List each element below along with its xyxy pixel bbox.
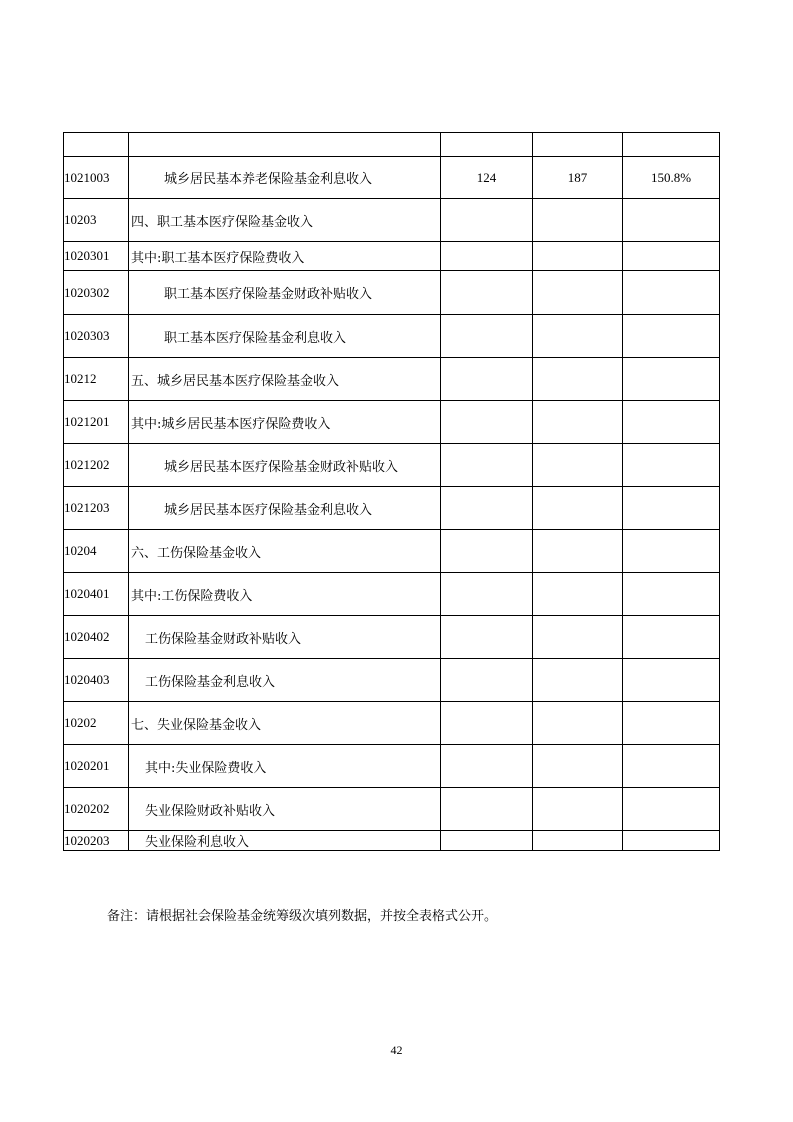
value2-cell: [533, 616, 623, 659]
value2-cell: [533, 530, 623, 573]
code-cell: 1021202: [64, 444, 129, 487]
value2-cell: [533, 444, 623, 487]
table-row: [64, 487, 720, 530]
code-cell: 1021203: [64, 487, 129, 530]
value3-cell: [623, 271, 720, 315]
value3-cell: [623, 358, 720, 401]
item-name-cell: 职工基本医疗保险基金财政补贴收入: [129, 271, 441, 315]
item-name-cell: 城乡居民基本养老保险基金利息收入: [129, 157, 441, 199]
code-cell: 10204: [64, 530, 129, 573]
footnote: 备注：请根据社会保险基金统筹级次填列数据，并按全表格式公开。: [107, 909, 498, 924]
code-cell: 1020402: [64, 616, 129, 659]
value3-cell: [623, 573, 720, 616]
table-row: [64, 788, 720, 831]
item-name-cell: 七、失业保险基金收入: [129, 702, 441, 745]
table-row: [64, 745, 720, 788]
code-cell: 1020401: [64, 573, 129, 616]
header-col2-cell: [533, 133, 623, 157]
value1-cell: [441, 788, 533, 831]
table-row: [64, 315, 720, 358]
value3-cell: [623, 702, 720, 745]
value3-cell: [623, 315, 720, 358]
code-cell: 10212: [64, 358, 129, 401]
value3-cell: [623, 401, 720, 444]
value3-cell: [623, 487, 720, 530]
value2-cell: [533, 659, 623, 702]
item-name-cell: 工伤保险基金财政补贴收入: [129, 616, 441, 659]
value3-cell: [623, 199, 720, 242]
table-row: [64, 530, 720, 573]
code-cell: 1020403: [64, 659, 129, 702]
item-name-cell: 六、工伤保险基金收入: [129, 530, 441, 573]
table-row: [64, 444, 720, 487]
value3-cell: [623, 530, 720, 573]
code-cell: 10203: [64, 199, 129, 242]
value1-cell: [441, 487, 533, 530]
table-row: [64, 573, 720, 616]
item-name-cell: 职工基本医疗保险基金利息收入: [129, 315, 441, 358]
item-name-cell: 工伤保险基金利息收入: [129, 659, 441, 702]
value3-cell: [623, 745, 720, 788]
value3-cell: [623, 242, 720, 271]
item-name-cell: 失业保险财政补贴收入: [129, 788, 441, 831]
item-name-cell: 城乡居民基本医疗保险基金利息收入: [129, 487, 441, 530]
item-name-cell: 四、职工基本医疗保险基金收入: [129, 199, 441, 242]
table-row: [64, 702, 720, 745]
code-cell: 1020302: [64, 271, 129, 315]
value1-cell: [441, 530, 533, 573]
table-row: [64, 616, 720, 659]
value2-cell: [533, 745, 623, 788]
value1-cell: [441, 358, 533, 401]
value1-cell: [441, 702, 533, 745]
value2-cell: [533, 702, 623, 745]
code-cell: 1020301: [64, 242, 129, 271]
value2-cell: [533, 573, 623, 616]
value3-cell: [623, 616, 720, 659]
code-cell: 10202: [64, 702, 129, 745]
value1-cell: [441, 242, 533, 271]
value1-cell: [441, 831, 533, 851]
value1-cell: [441, 444, 533, 487]
value3-cell: 150.8%: [623, 157, 720, 199]
table-row: [64, 271, 720, 315]
value2-cell: [533, 788, 623, 831]
value3-cell: [623, 831, 720, 851]
item-name-cell: 城乡居民基本医疗保险基金财政补贴收入: [129, 444, 441, 487]
page-number: 42: [390, 1043, 403, 1057]
value2-cell: [533, 358, 623, 401]
value1-cell: [441, 616, 533, 659]
header-col3-cell: [623, 133, 720, 157]
value2-cell: [533, 487, 623, 530]
value2-cell: [533, 831, 623, 851]
table-row: [64, 401, 720, 444]
value1-cell: [441, 199, 533, 242]
value1-cell: [441, 271, 533, 315]
item-name-cell: 五、城乡居民基本医疗保险基金收入: [129, 358, 441, 401]
item-name-cell: 其中:失业保险费收入: [129, 745, 441, 788]
fund-income-table: [63, 132, 720, 851]
header-name-cell: [129, 133, 441, 157]
code-cell: 1020303: [64, 315, 129, 358]
value3-cell: [623, 659, 720, 702]
table-row: [64, 659, 720, 702]
code-cell: 1020203: [64, 831, 129, 851]
table-row: [64, 157, 720, 199]
value1-cell: [441, 401, 533, 444]
item-name-cell: 失业保险利息收入: [129, 831, 441, 851]
value2-cell: [533, 271, 623, 315]
table-body: [64, 133, 720, 851]
table-row: [64, 358, 720, 401]
value1-cell: [441, 659, 533, 702]
value2-cell: [533, 242, 623, 271]
header-code-cell: [64, 133, 129, 157]
code-cell: 1020202: [64, 788, 129, 831]
table-row: [64, 242, 720, 271]
value2-cell: [533, 401, 623, 444]
value1-cell: [441, 315, 533, 358]
value1-cell: 124: [441, 157, 533, 199]
header-col1-cell: [441, 133, 533, 157]
value3-cell: [623, 788, 720, 831]
item-name-cell: 其中:城乡居民基本医疗保险费收入: [129, 401, 441, 444]
header-row: [64, 133, 720, 157]
table-row: [64, 831, 720, 851]
value2-cell: 187: [533, 157, 623, 199]
value3-cell: [623, 444, 720, 487]
item-name-cell: 其中:职工基本医疗保险费收入: [129, 242, 441, 271]
code-cell: 1020201: [64, 745, 129, 788]
code-cell: 1021003: [64, 157, 129, 199]
value2-cell: [533, 315, 623, 358]
table-row: [64, 199, 720, 242]
value2-cell: [533, 199, 623, 242]
item-name-cell: 其中:工伤保险费收入: [129, 573, 441, 616]
value1-cell: [441, 573, 533, 616]
code-cell: 1021201: [64, 401, 129, 444]
value1-cell: [441, 745, 533, 788]
